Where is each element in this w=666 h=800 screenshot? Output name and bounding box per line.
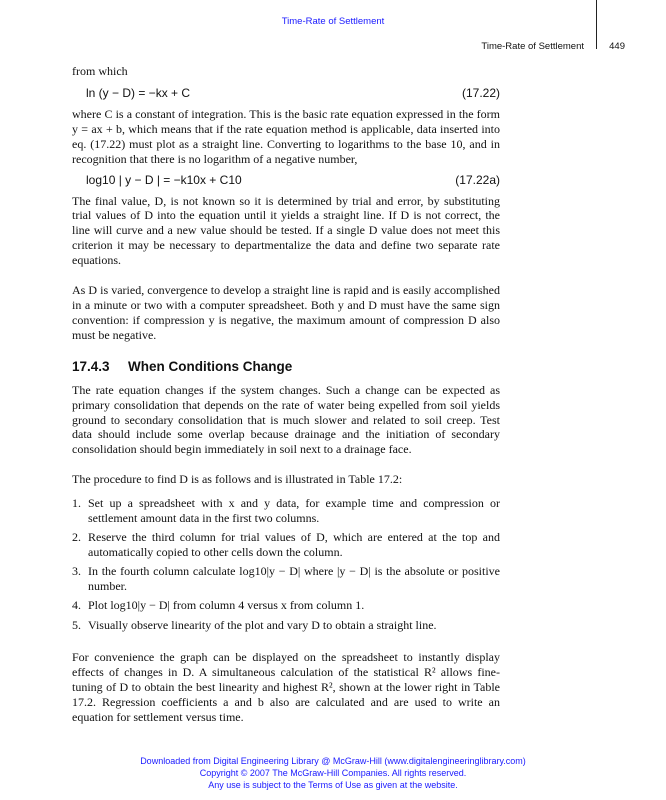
- header-link[interactable]: Time-Rate of Settlement: [281, 16, 385, 27]
- paragraph: The rate equation changes if the system changes. Such a change can be expected as primary consolidation that depends on the rate of water being expelled from soil yields ground to secondary consolidation that is much slower and related to soil creep. Test data should include some overlap because drainage and the initiation of secondary consolidation should begin immediately in soil next to a drainage face.: [72, 382, 500, 457]
- procedure-list: [72, 496, 500, 632]
- list-item: 1. Set up a spreadsheet with x and y data, for example time and compression or settlement amount data in the first two columns.: [72, 496, 500, 525]
- equation-17-22a: [72, 172, 500, 188]
- section-title: When Conditions Change: [128, 358, 293, 374]
- header-divider: [596, 0, 597, 49]
- footer-terms[interactable]: Any use is subject to the Terms of Use as given at the website.: [208, 780, 458, 790]
- page-body: [72, 64, 500, 725]
- list-item: 4. Plot log10|y − D| from column 4 versus x from column 1.: [72, 598, 365, 613]
- section-heading: [72, 359, 500, 374]
- equation-number: (17.22a): [455, 172, 500, 187]
- section-number: 17.4.3: [72, 358, 110, 374]
- paragraph: where C is a constant of integration. This is the basic rate equation expressed in the form y = ax + b, which means that if the rate equation method is applicable, data inserted into eq. (17.22) must plot as a straight line. Converting to logarithms to the base 10, and in recognition that there is no logarithm of a negative number,: [72, 106, 500, 166]
- footer-download-link[interactable]: Downloaded from Digital Engineering Library @ McGraw-Hill (www.digitalengineeringlibrary.com): [140, 756, 526, 766]
- equation-expression: log10 | y − D | = −k10x + C10: [86, 172, 242, 187]
- footer-copyright[interactable]: Copyright © 2007 The McGraw-Hill Companies. All rights reserved.: [199, 768, 467, 778]
- paragraph: The procedure to find D is as follows and is illustrated in Table 17.2:: [72, 472, 403, 487]
- paragraph: The final value, D, is not known so it is determined by trial and error, by substituting trial values of D into the equation until it yields a straight line. If D is not correct, the line will curve and a new value should be tested. If a single D value does not meet this criterion it may be necessary to departmentalize the data and define two separate rate equations.: [72, 193, 500, 268]
- list-item: 5. Visually observe linearity of the plot and vary D to obtain a straight line.: [72, 617, 437, 632]
- page-number: 449: [609, 41, 625, 52]
- intro-text: from which: [72, 64, 128, 78]
- list-item: 2. Reserve the third column for trial values of D, which are entered at the top and automatically copied to other cells down the column.: [72, 530, 500, 559]
- equation-17-22: [72, 85, 500, 101]
- running-title: Time-Rate of Settlement: [481, 41, 584, 52]
- paragraph: For convenience the graph can be displayed on the spreadsheet to instantly display effects of changes in D. A simultaneous calculation of the statistical R² allows fine-tuning of D to obtain the best linearity and highest R², shown at the lower right in Table 17.2. Regression coefficients a and b also are calculated and are used to write an equation for settlement versus time.: [72, 650, 500, 724]
- equation-expression: ln (y − D) = −kx + C: [86, 85, 191, 100]
- paragraph: As D is varied, convergence to develop a straight line is rapid and is easily accomplished in a minute or two with a computer spreadsheet. Both y and D must have the same sign convention: if compression y is negative, the maximum amount of compression D also must be negative.: [72, 283, 500, 342]
- equation-number: (17.22): [461, 85, 500, 100]
- list-item: 3. In the fourth column calculate log10|y − D| where |y − D| is the absolute or positive number.: [72, 564, 500, 593]
